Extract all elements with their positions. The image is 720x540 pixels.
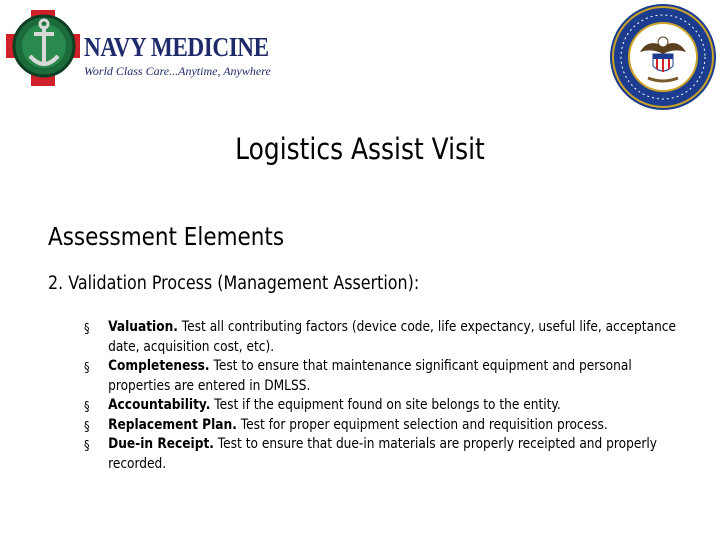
bullet-term: Valuation. [108, 319, 178, 335]
list-item [84, 396, 693, 416]
bullet-icon: § [84, 322, 90, 337]
assessment-bullet-list [84, 318, 720, 474]
bullet-text: Test all contributing factors (device code, life expectancy, useful life, acceptance date, acquisition cost, etc). [108, 319, 677, 355]
bullet-icon: § [84, 361, 90, 376]
bullet-icon: § [84, 439, 90, 454]
list-item [84, 357, 693, 396]
bullet-icon: § [84, 419, 90, 435]
validation-process-heading: 2. Validation Process (Management Assertion): [48, 273, 420, 294]
bullet-term: Due-in Receipt. [108, 436, 214, 452]
section-heading: Assessment Elements [48, 222, 285, 251]
bullet-term: Completeness. [108, 358, 210, 374]
bullet-text: Test if the equipment found on site belongs to the entity. [210, 397, 561, 413]
navy-medicine-logo [4, 6, 271, 92]
bullet-term: Accountability. [108, 397, 211, 413]
navy-department-seal-icon [608, 2, 718, 112]
slide-title: Logistics Assist Visit [235, 132, 485, 166]
list-item [84, 416, 693, 436]
brand-title: NAVY MEDICINE [84, 32, 269, 62]
bullet-text: Test to ensure that maintenance significant equipment and personal properties are entered in DMLSS. [108, 358, 632, 394]
list-item [84, 435, 693, 474]
bullet-term: Replacement Plan. [108, 416, 237, 433]
bullet-text: Test for proper equipment selection and requisition process. [236, 416, 608, 433]
bullet-icon: § [84, 400, 90, 415]
brand-tagline: World Class Care...Anytime, Anywhere [84, 64, 271, 78]
list-item [84, 318, 693, 357]
bullet-text: Test to ensure that due-in materials are properly receipted and properly recorded. [108, 436, 658, 472]
anchor-cross-emblem-icon [4, 6, 84, 92]
